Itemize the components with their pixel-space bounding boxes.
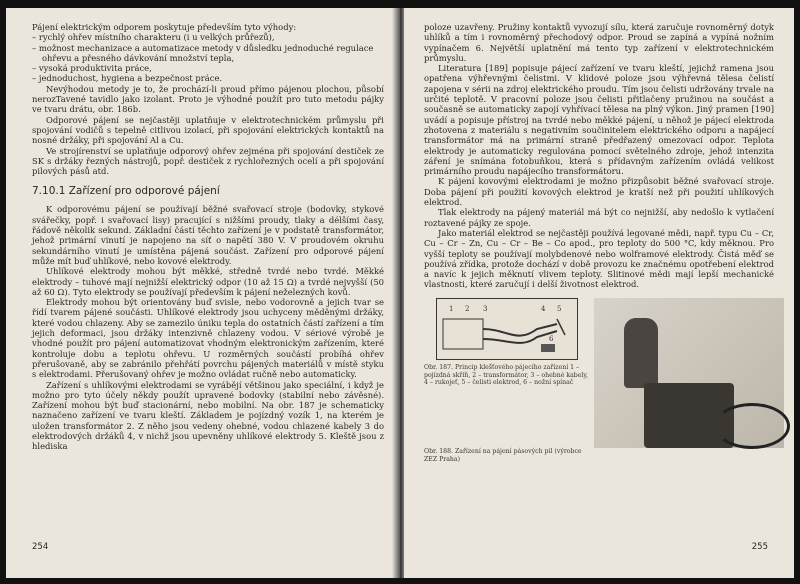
- section-title: 7.10.1 Zařízení pro odporové pájení: [32, 185, 220, 198]
- list-item: – vysoká produktivita práce,: [32, 63, 152, 74]
- figure-187-caption: Obr. 187. Princip kleš̌ťového pájecího zařízení 1 – pojízdná skříň, 2 – transformátor, 3 – ohebné kabely, 4 – rukojeť, 5 – čelisti elektrod, 6 – nožní spínač: [424, 363, 589, 387]
- fig-label: 5: [557, 304, 562, 313]
- paragraph: Odporové pájení se nejčastěji uplatňuje v elektrotechnickém průmyslu při spojování vodičů s tepelně citlivou izolací, při spojování elektrických kontaktů na nosné držáky, při spojování Al a Cu.: [32, 114, 384, 146]
- fig-label: 2: [465, 304, 470, 313]
- paragraph: Uhlíkové elektrody mohou být měkké, středně tvrdé nebo tvrdé. Měkké elektrody – tuhové mají nejnižší elektrický odpor (10 až 15 Ω) a tvrdé nejvyšší (50 až 60 Ω). Tyto elektrody se používají především k pájení neželezných kovů.: [32, 266, 384, 297]
- tong-diagram-drawing: [437, 299, 577, 359]
- paragraph: K odporovému pájení se používají běžné svařovací stroje (bodovky, stykové svářečky, popř. i svařovací lisy) pracující s nižšími proudy, tlaky a délšími časy, řádově několik sekund. Základní částí těchto zařízení je v podstatě transformátor, jehož primární vinutí je napojeno na síť o napětí 380 V. V proudovém okruhu sekundárního vinutí je umístěna pájená součást. Zařízení pro odporové pájení může mít buď uhlíkové, nebo kovové elektrody.: [32, 204, 384, 266]
- figure-188-photo: [594, 298, 784, 448]
- figures-area: [424, 298, 774, 488]
- fig-label: 3: [483, 304, 488, 313]
- fig-label: 4: [541, 304, 546, 313]
- machine-cable: [714, 403, 790, 449]
- list-item: – možnost mechanizace a automatizace metody v důsledku jednoduché regulace ohřevu a přesného dávkování množství tepla,: [32, 42, 374, 63]
- page-number: 254: [32, 542, 49, 552]
- fig-label: 6: [549, 334, 554, 343]
- machine-head: [624, 318, 658, 388]
- paragraph: Zařízení s uhlíkovými elektrodami se vyrábějí většinou jako speciální, i když je možno pro tyto účely někdy použít upravené bodovky (stabilní nebo závěsné). Zařízení mohou být buď stacionární, nebo mobilní. Na obr. 187 je schematicky naznačeno zařízení ve tvaru kleští. Základem je pojízdný vozík 1, na kterém je uložen transformátor 2. Z něho jsou vedeny ohebné, vodou chlazené kabely 3 do elektrodových držáků 4, v nichž jsou upevněny uhlíkové elektrody 5. Kleště jsou z hlediska: [32, 379, 384, 452]
- figure-188-caption: Obr. 188. Zařízení na pájení pásových pil (výrobce ZEZ Praha): [424, 447, 582, 463]
- paragraph: K pájení kovovými elektrodami je možno přizpůsobit běžné svařovací stroje. Doba pájení při použití kovových elektrod je kratší než při použití uhlíkových elektrod.: [424, 176, 774, 208]
- paragraph: Nevýhodou metody je to, že prochází-li proud přímo pájenou plochou, působí nerozTavené tavidlo jako izolant. Proto je výhodné použít pro tuto metodu pájky ve tvaru drátu, obr. 186b.: [32, 83, 384, 115]
- list-item: – jednoduchost, hygiena a bezpečnost práce.: [32, 73, 223, 84]
- paragraph: Jako materiál elektrod se nejčastěji používá legované mědi, např. typu Cu – Cr, Cu – Cr – Zn, Cu – Cr – Be – Co apod., pro teploty do 500 °C, kdy měknou. Pro vyšší teploty se používají molybdenové nebo wolframové elektrody. Čistá měď se používá zřídka, protože dochází v době provozu ke značnému opotřebení elektrod a navíc k jejich měknutí vlivem teploty. Slitinové mědi mají lepší mechanické vlastnosti, které zaručují i delší životnost elektrod.: [424, 227, 774, 290]
- fig-label: 1: [449, 304, 454, 313]
- advantages-list: [32, 32, 384, 83]
- intro-text: Pájení elektrickým odporem poskytuje především tyto výhody:: [32, 22, 297, 32]
- paragraph: Literatura [189] popisuje pájecí zařízení ve tvaru kleští, jejichž ramena jsou opatřena výhřevnými čelistmi. V klidové poloze jsou výhřevná tělesa čelistí zapojena v sérii na zdroj elektrického proudu. Tím jsou čelisti udržovány trvale na určité teplotě. V pracovní poloze jsou čelisti přitlačeny pružinou na součást a současně se automaticky zapojí vyhřívací tělesa na plný výkon. Jiný pramen [190] uvádí a popisuje přístroj na tvrdé nebo měkké pájení, u něhož je pájecí elektroda zhotovena z materiálu s negativním součinitelem elektrického odporu a napájecí transformátor má na primární straně předřazený omezovací odpor. Teplota elektrody je automaticky regulována pomocí světelného zdroje, jehož intenzita záření je snímána fotobuňkou, která s přídavným zařízením ovládá velikost primárního proudu napájecího transformátoru.: [424, 63, 774, 177]
- page-number: 255: [751, 542, 768, 552]
- list-item: – rychlý ohřev místního charakteru (i u velkých průřezů),: [32, 32, 275, 43]
- right-page: [404, 8, 794, 578]
- paragraph: Elektrody mohou být orientovány buď svisle, nebo vodorovně a jejich tvar se řídí tvarem pájené součásti. Uhlíkové elektrody jsou uchyceny měděnými držáky, které vodou chlazeny. Aby se zamezilo úniku tepla do ostatních částí zařízení a tím jejich deformaci, jsou držáky intenzivně chlazeny vodou. V sériové výrobě je vhodné použít pro pájení automatizovat vhodným elektronickým zařízením, které kontroluje dobu a teplotu ohřevu. U rozměrných součástí probíhá ohřev přerušovaně, aby se zabránilo přehřátí povrchu pájených materiálů v místě styku s elektrodami. Přerušovaný ohřev je možno ovládat ručně nebo automaticky.: [32, 297, 384, 380]
- figure-187-diagram: [436, 298, 578, 360]
- paragraph: Ve strojírenství se uplatňuje odporový ohřev zejména při spojování destiček ze SK s držáky řezných nástrojů, popř. destiček z rychlořezných ocelí a při spojování pilových pásů atd.: [32, 145, 384, 177]
- left-page: [6, 8, 398, 578]
- paragraph: poloze uzavřeny. Pružiny kontaktů vyvozují sílu, která zaručuje rovnoměrný dotyk uhlíků a tím i rovnoměrný přechodový odpor. Proud se zapíná a vypíná nožním vypínačem 6. Největší uplatnění má tento typ zařízení v elektrotechnickém průmyslu.: [424, 22, 774, 63]
- paragraph: Tlak elektrody na pájený materiál má být co nejnižší, aby nedošlo k vytlačení roztavené pájky ze spoje.: [424, 207, 774, 228]
